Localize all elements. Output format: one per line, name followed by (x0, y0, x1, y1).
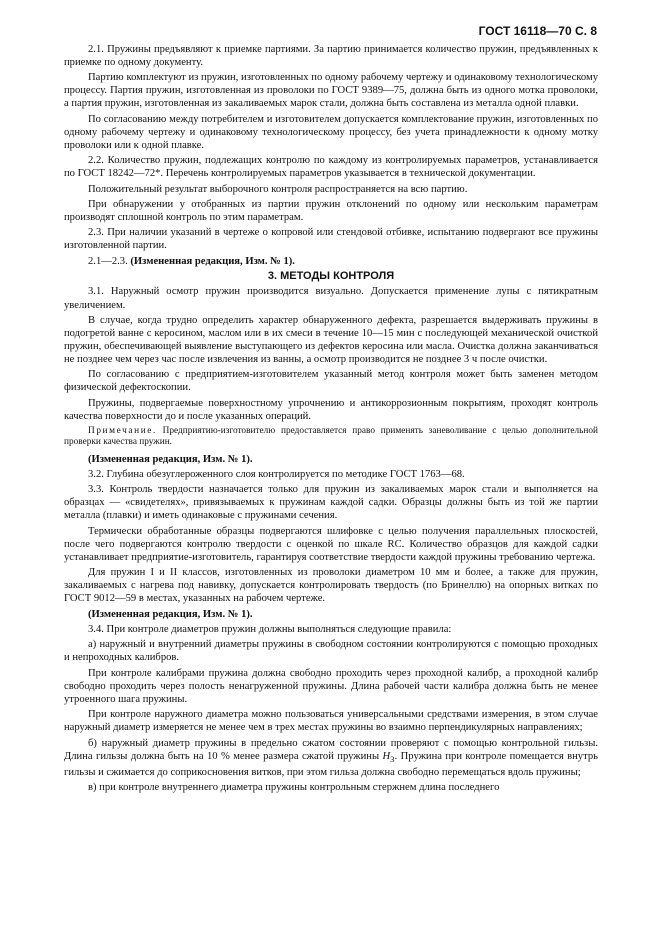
paragraph: в) при контроле внутреннего диаметра пружины контрольным стержнем длина последнего (88, 782, 500, 794)
paragraph: 3.4. При контроле диаметров пружин должны выполняться следующие правила: (88, 623, 452, 635)
paragraph: Термически обработанные образцы подвергаются шлифовке с целью получения параллельных плоскостей, после чего подвергаются контролю твердости с оценкой по шкале RC. Количество образцов для каждой садки устанавливает предприятие-изготовитель, гарантируя соответствие твердости каждой пружины требованию чертежа. (64, 525, 598, 563)
revision-note: (Измененная редакция, Изм. № 1). (88, 453, 253, 465)
paragraph: 2.1. Пружины предъявляют к приемке партиями. За партию принимается количество пружин, предъявленных к приемке по одному документу. (64, 44, 598, 69)
note-label: Примечание. (88, 425, 157, 436)
paragraph: По согласованию с предприятием-изготовителем указанный метод контроля может быть заменен методом физической дефектоскопии. (64, 369, 598, 394)
revision-range: 2.1—2.3. (88, 255, 128, 267)
revision-note (64, 255, 598, 268)
paragraph: В случае, когда трудно определить характер обнаруженного дефекта, разрешается выдерживать пружины в подогретой ванне с керосином, маслом или в их смеси в течение 10—15 мин с последующей механической очисткой пружин, обеспечивающей выявление выступающего из дефектов керосина или масла. Очистка должна заканчиваться не позднее чем через час после извлечения из ванны, а осмотр производится не позднее 3 ч после очистки. (64, 314, 598, 365)
paragraph: При обнаружении у отобранных из партии пружин отклонений по одному или нескольким параметрам производят сплошной контроль по этим параметрам. (64, 199, 598, 224)
paragraph-b-text: б) наружный диаметр пружины в предельно сжатом состоянии проверяют с помощью контрольной гильзы. Длина гильзы должна быть на 10 % менее размера сжатой пружины (64, 737, 598, 762)
document-body (64, 43, 598, 796)
note (64, 426, 598, 449)
paragraph: 3.3. Контроль твердости назначается только для пружин из закаливаемых марок стали и выполняется на образцах — «свидетелях», привязываемых к пружинам каждой садки. Образцы должны быть из той же партии металла (плавки) и иметь одинаковые с пружинами сечения. (64, 484, 598, 522)
page-header: ГОСТ 16118—70 С. 8 (478, 24, 597, 38)
paragraph: а) наружный и внутренний диаметры пружины в свободном состоянии контролируются с помощью проходных и непроходных калибров. (64, 639, 598, 664)
height-subscript: 3 (390, 753, 395, 764)
paragraph: 3.2. Глубина обезуглероженного слоя контролируется по методике ГОСТ 1763—68. (88, 468, 465, 480)
paragraph: Пружины, подвергаемые поверхностному упрочнению и антикоррозионным покрытиям, проходят контроль качества поверхности до и после указанных операций. (64, 397, 598, 422)
paragraph: Для пружин I и II классов, изготовленных из проволоки диаметром 10 мм и более, а также для пружин, закаливаемых с нагрева под навивку, допускается контролировать твердость (по Бринеллю) на опорных витках по ГОСТ 9012—59 в местах, указанных на рабочем чертеже. (64, 567, 598, 605)
paragraph: При контроле калибрами пружина должна свободно проходить через проходной калибр, а проходной калибр свободно проходить через полость ненагруженной пружины. Длина рабочей части калибра должна быть не менее утроенного шага пружины. (64, 667, 598, 705)
paragraph: По согласованию между потребителем и изготовителем допускается комплектование пружин, изготовленных по одному рабочему чертежу и одинаковому технологическому процессу, без учета принадлежности к одному мотку проволоки или к одной плавке. (64, 113, 598, 151)
revision-note: (Измененная редакция, Изм. № 1). (88, 608, 253, 620)
paragraph-b-text-end: . Пружина при контроле помещается внутрь гильзы и сжимается до соприкосновения витков, при этом гильза должна свободно перемещаться вдоль пружины; (64, 750, 598, 778)
height-symbol: H (382, 750, 391, 762)
revision-text: (Измененная редакция, Изм. № 1). (130, 255, 295, 267)
paragraph: 2.2. Количество пружин, подлежащих контролю по каждому из контролируемых параметров, устанавливается по ГОСТ 18242—72*. Перечень контролируемых параметров указывается в технической документации. (64, 155, 598, 180)
note-text: Предприятию-изготовителю предоставляется право применять заневоливание с целью дополнительной проверки качества пружин. (64, 425, 598, 448)
paragraph-b (64, 737, 598, 779)
paragraph: Положительный результат выборочного контроля распространяется на всю партию. (88, 183, 468, 195)
section-title: 3. МЕТОДЫ КОНТРОЛЯ (267, 270, 395, 283)
paragraph: 2.3. При наличии указаний в чертеже о копровой или стендовой отбивке, испытанию подвергают все пружины изготовленной партии. (64, 227, 598, 252)
paragraph: 3.1. Наружный осмотр пружин производится визуально. Допускается применение лупы с пятикратным увеличением. (64, 286, 598, 311)
paragraph: При контроле наружного диаметра можно пользоваться универсальными средствами измерения, в этом случае наружный диаметр измеряется не менее чем в трех местах пружины во взаимно перпендикулярных направлениях; (64, 709, 598, 734)
paragraph: Партию комплектуют из пружин, изготовленных по одному рабочему чертежу и одинаковому технологическому процессу. Партия пружин, изготовленная из проволоки по ГОСТ 9389—75, должна быть из одного мотка проволоки, а партия пружин, изготовленная из закаливаемых марок стали, должна быть составлена из металла одной плавки. (64, 72, 598, 110)
